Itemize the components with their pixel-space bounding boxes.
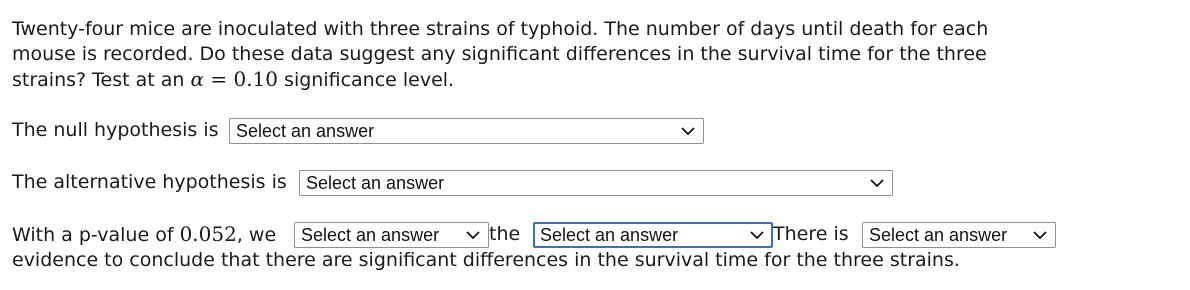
p-value: 0.052 bbox=[179, 222, 237, 246]
alt-hypothesis-label: The alternative hypothesis is bbox=[12, 171, 287, 193]
question-line-3-post: significance level. bbox=[278, 69, 455, 91]
alt-hypothesis-select-value: Select an answer bbox=[306, 173, 445, 193]
conclusion-there-is-wrap bbox=[773, 222, 849, 247]
conclusion-row bbox=[12, 222, 276, 248]
conclusion-the-wrap bbox=[489, 222, 520, 247]
alt-hypothesis-select[interactable] bbox=[299, 170, 893, 196]
chevron-down-icon bbox=[1033, 230, 1047, 240]
alpha-equals: = bbox=[203, 67, 234, 91]
chevron-down-icon bbox=[870, 178, 884, 188]
question-line-3 bbox=[12, 67, 1052, 93]
chevron-down-icon bbox=[681, 126, 695, 136]
conclusion-we: , we bbox=[236, 224, 277, 246]
question-line-2: mouse is recorded. Do these data suggest any significant differences in the survival time for the three bbox=[12, 43, 987, 65]
chevron-down-icon bbox=[750, 230, 764, 240]
null-hypothesis-select[interactable] bbox=[229, 118, 704, 144]
conclusion-there-is: There is bbox=[773, 223, 849, 245]
hypothesis-select[interactable] bbox=[533, 222, 773, 248]
alpha-symbol: α bbox=[190, 67, 204, 91]
alpha-value: 0.10 bbox=[233, 67, 278, 91]
question-line-1: Twenty-four mice are inoculated with three strains of typhoid. The number of days until death for each bbox=[12, 18, 989, 40]
evidence-select[interactable] bbox=[862, 222, 1056, 248]
alt-hypothesis-row bbox=[12, 170, 287, 195]
null-hypothesis-select-value: Select an answer bbox=[236, 121, 375, 141]
null-hypothesis-row bbox=[12, 118, 219, 143]
decision-select-value: Select an answer bbox=[301, 225, 440, 245]
conclusion-pre: With a p-value of bbox=[12, 224, 180, 246]
decision-select[interactable] bbox=[294, 222, 489, 248]
chevron-down-icon bbox=[466, 230, 480, 240]
evidence-select-value: Select an answer bbox=[869, 225, 1008, 245]
conclusion-the: the bbox=[489, 223, 521, 245]
conclusion-line-2: evidence to conclude that there are significant differences in the survival time for the three strains. bbox=[12, 249, 960, 271]
question-text bbox=[12, 17, 1052, 93]
hypothesis-select-value: Select an answer bbox=[540, 225, 679, 245]
null-hypothesis-label: The null hypothesis is bbox=[12, 119, 219, 141]
question-line-3-pre: strains? Test at an bbox=[12, 69, 191, 91]
